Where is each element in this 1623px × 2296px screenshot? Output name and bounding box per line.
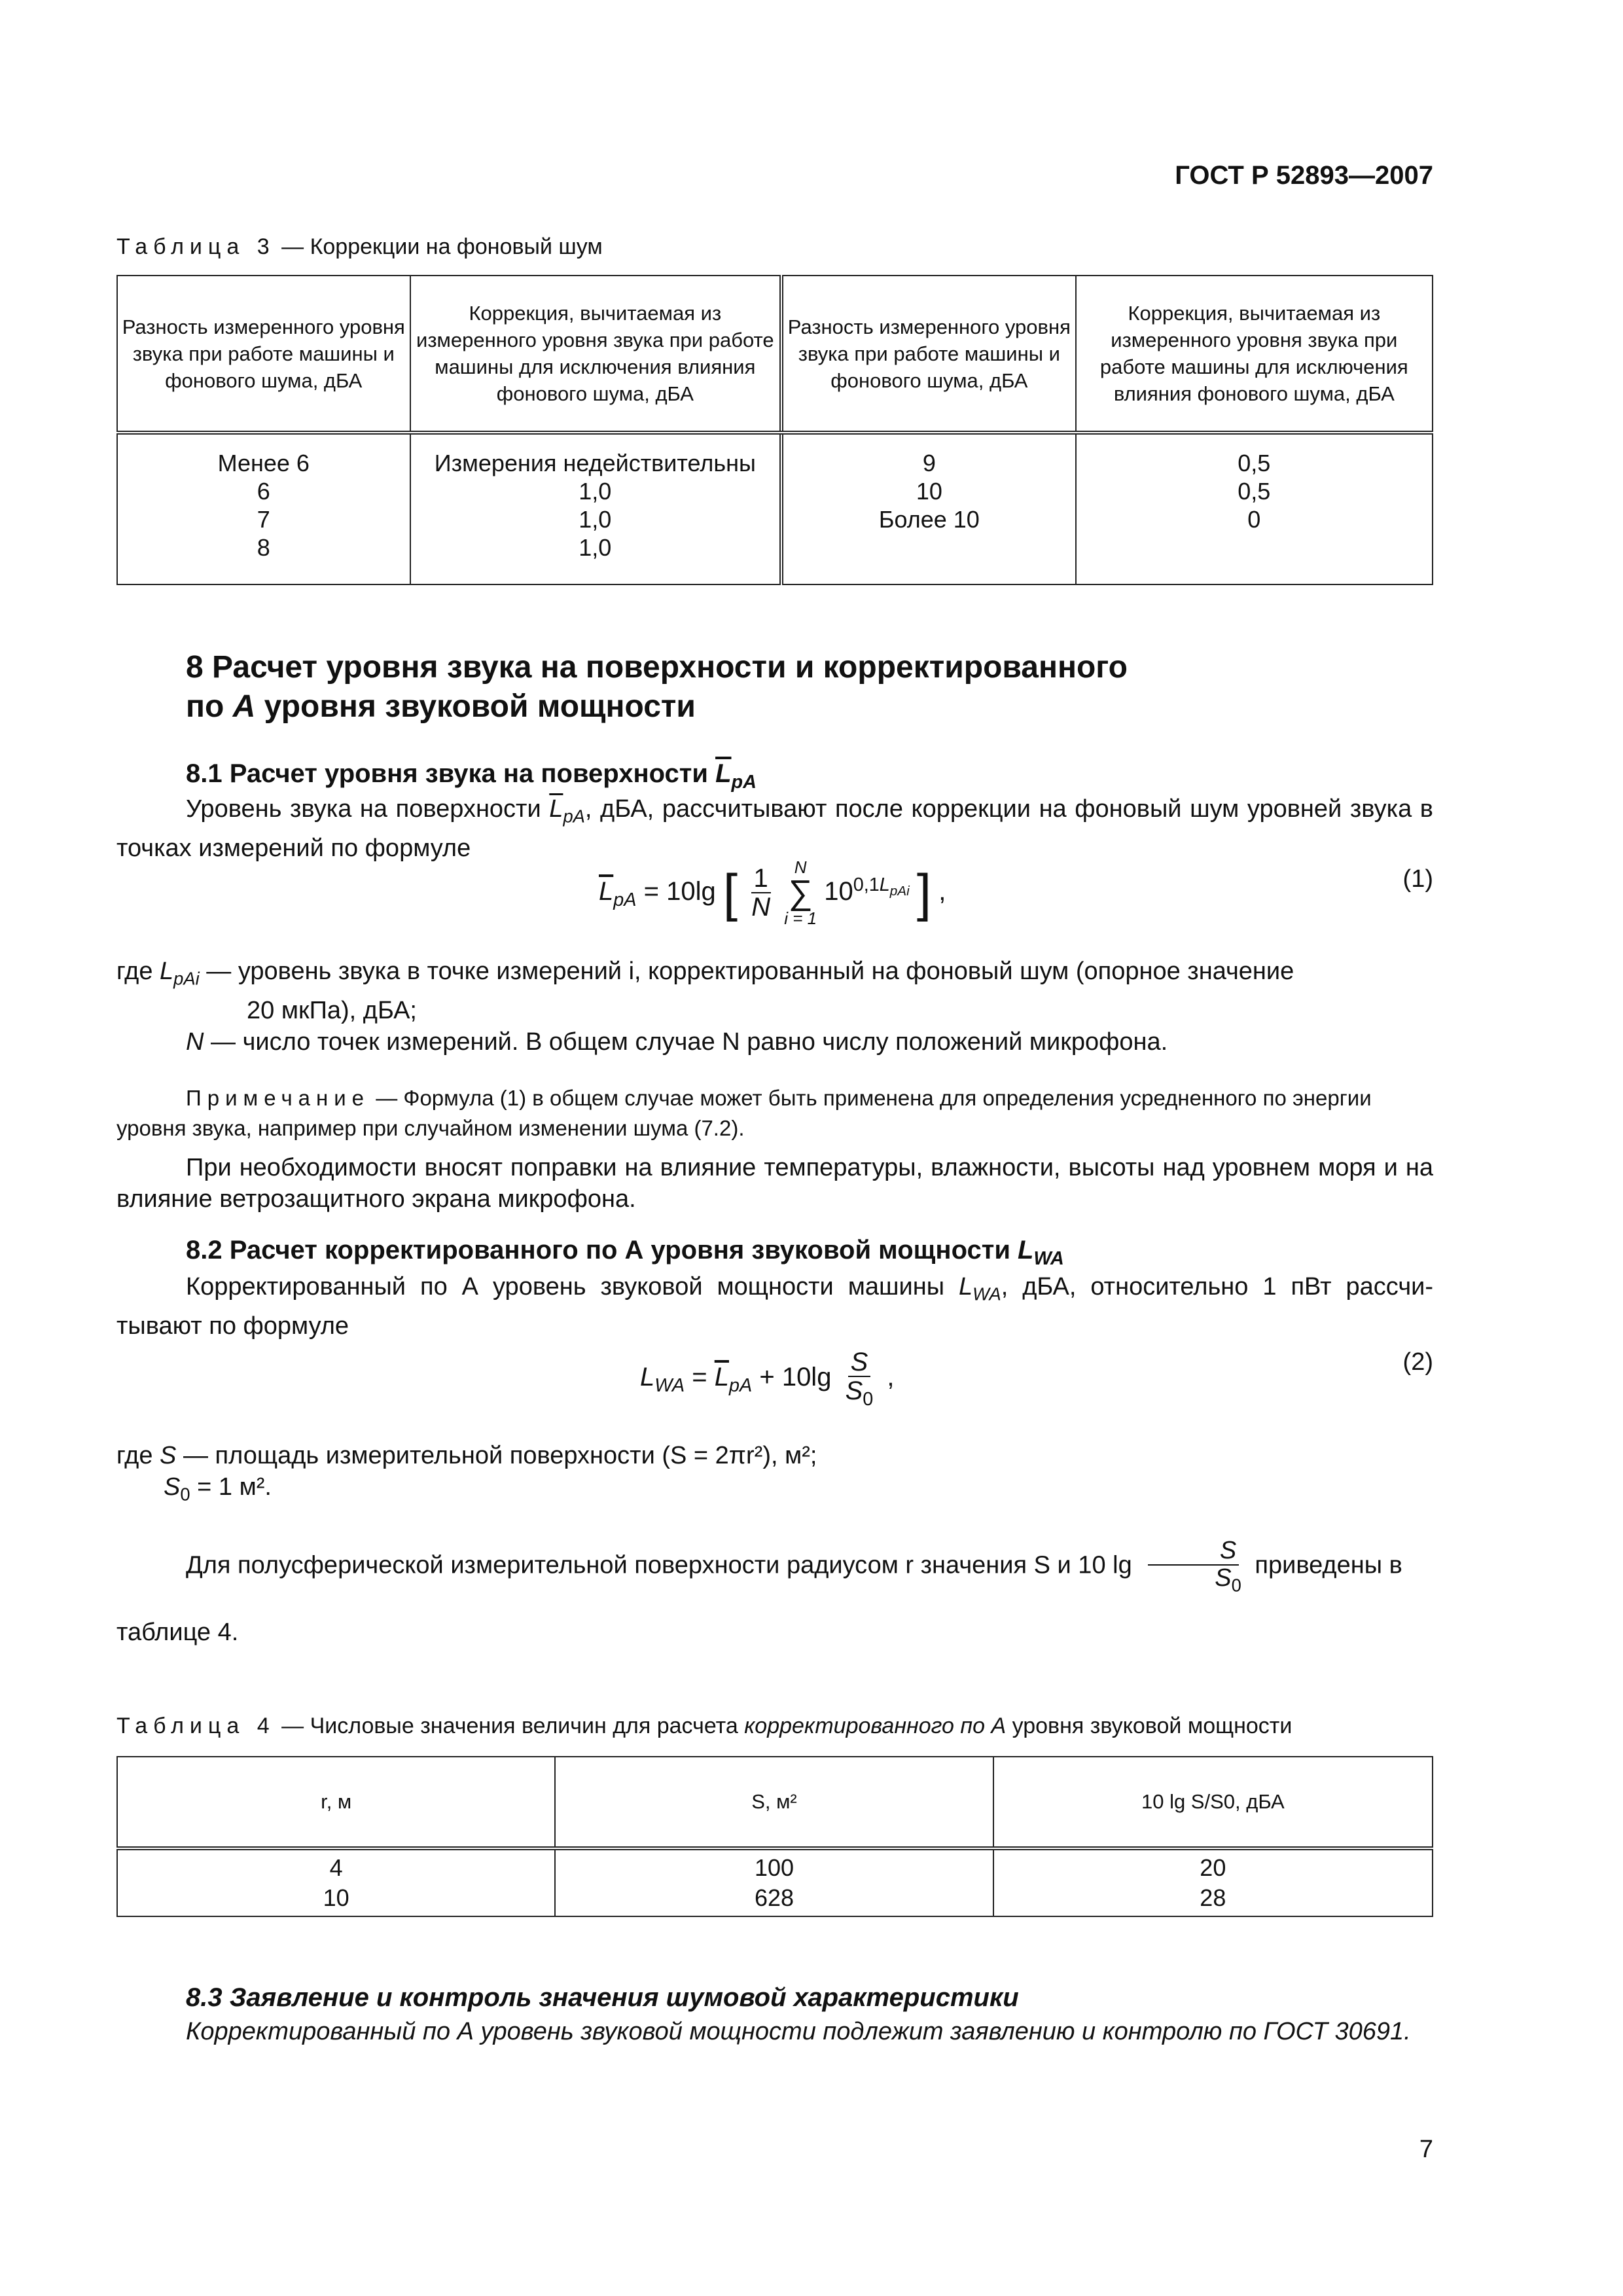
table4-value: 100 (754, 1854, 794, 1881)
section-8-title-line1: 8 Расчет уровня звука на поверхности и корректированного (186, 650, 1128, 685)
para-text: , дБА, относительно 1 пВт рассчи- (1001, 1273, 1433, 1300)
section-8-1-heading (186, 759, 757, 793)
table3 (116, 275, 1433, 585)
table4-cell-col2 (555, 1848, 993, 1916)
formula-2: $L_{WA} = \overline{L}_{pA} + 10\lg$ $\frac{S}{S_0}$ , (640, 1348, 895, 1410)
note (116, 1083, 1433, 1143)
table4 (116, 1756, 1433, 1917)
table4-value: 20 (1200, 1854, 1226, 1881)
table3-value: Более 10 (878, 506, 980, 533)
table4-header-cell: 10 lg S/S0, дБА (993, 1757, 1433, 1848)
where-line: где $L_{pAi}$ — уровень звука в точке измерений i, корректированный на фоновый шум (опорное значение (116, 958, 1294, 989)
table3-header-cell: Коррекция, вычитаемая из измеренного уровня звука при работе машины для исключения влияния фонового шума, дБА (1076, 276, 1433, 433)
table4-header-row (117, 1757, 1433, 1848)
section-8-2-para2-end: таблице 4. (116, 1619, 239, 1646)
where-line: N — число точек измерений. В общем случае N равно числу положений микрофона. (186, 1028, 1168, 1056)
table3-value: 9 (922, 450, 936, 476)
table4-caption-label: Таблица 4 (116, 1713, 276, 1738)
section-8-1-heading-text: 8.1 Расчет уровня звука на поверхности (186, 759, 708, 788)
table4-caption-text: — Числовые значения величин для расчета (281, 1713, 738, 1738)
table3-caption-text: — Коррекции на фоновый шум (281, 234, 603, 259)
table4-value: 628 (754, 1884, 794, 1911)
section-8-2-para1 (116, 1271, 1433, 1342)
title-part: по (186, 689, 233, 724)
table3-value: 0 (1247, 506, 1261, 533)
table3-value: Измерения недействительны (434, 450, 756, 476)
table4-cell-col1 (117, 1848, 555, 1916)
para-text: звука в точках измерений по формуле (116, 795, 1433, 862)
equation-number-2: (2) (1402, 1348, 1433, 1376)
where-block-2 (116, 1440, 1433, 1511)
para-text: приведены в (1255, 1551, 1402, 1579)
table4-header-cell: r, м (117, 1757, 555, 1848)
table3-cell-col3 (781, 433, 1076, 584)
section-8-heading (186, 648, 1128, 726)
section-8-title-line2 (186, 687, 1128, 726)
table3-value: Менее 6 (217, 450, 310, 476)
table3-header-cell: Разность измеренного уровня звука при работе машины и фонового шума, дБА (117, 276, 410, 433)
fraction-s-over-s0: $\frac{S}{S_0}$ (845, 1348, 874, 1410)
table3-header-row (117, 276, 1433, 433)
section-8-3-para: Корректированный по А уровень звуковой мощности подлежит заявлению и контролю по ГОСТ 30691. (186, 2018, 1411, 2045)
table3-caption (116, 234, 603, 260)
table3-caption-label: Таблица 3 (116, 234, 276, 259)
section-8-1-para1 (116, 793, 1433, 864)
table3-cell-col4 (1076, 433, 1433, 584)
para-text: Для полусферической измерительной поверхности радиусом r значения S и 10 lg (186, 1551, 1132, 1579)
table4-body-row (117, 1848, 1433, 1916)
where-text: = 1 м². (197, 1473, 272, 1501)
title-part: уровня звуковой мощности (255, 689, 696, 724)
table3-header-cell: Коррекция, вычитаемая из измеренного уровня звука при работе машины для исключения влияния фонового шума, дБА (410, 276, 782, 433)
where-line: где S — площадь измерительной поверхности (S = 2πr²), м²; (116, 1442, 817, 1469)
note-text: — Формула (1) в общем случае может быть применена для определения усредненного по энергии уровня звука, например при случайном изменении шума (7.2). (116, 1086, 1372, 1140)
table4-header-cell: S, м² (555, 1757, 993, 1848)
table3-value: 1,0 (579, 478, 612, 505)
table3-value: 0,5 (1238, 478, 1271, 505)
table3-value: 10 (916, 478, 942, 505)
section-8-3-heading: 8.3 Заявление и контроль значения шумовой характеристики (186, 1983, 1019, 2012)
table4-cell-col3 (993, 1848, 1433, 1916)
table4-value: 4 (329, 1854, 343, 1881)
table3-header-cell: Разность измеренного уровня звука при работе машины и фонового шума, дБА (781, 276, 1076, 433)
table3-value: 8 (257, 534, 270, 561)
table3-value: 7 (257, 506, 270, 533)
where-text: 20 мкПа), дБА; (247, 996, 417, 1024)
table4-caption-text: уровня звуковой мощности (1012, 1713, 1293, 1738)
table3-cell-col1 (117, 433, 410, 584)
table3-value: 1,0 (579, 534, 612, 561)
table3-value: 1,0 (579, 506, 612, 533)
table4-value: 28 (1200, 1884, 1226, 1911)
table3-body-row (117, 433, 1433, 584)
standard-designation: ГОСТ Р 52893—2007 (1175, 161, 1433, 190)
para-text: Корректированный по А уровень звуковой мощности машины (186, 1273, 945, 1300)
section-8-1-para2: При необходимости вносят поправки на влияние температуры, влажности, высоты над уровнем моря и на влияние ветрозащитного экрана микрофона. (116, 1154, 1433, 1213)
formula-1: $\overline{L}_{pA} = 10\lg$ [ $\frac{1}{N}$ N ∑ i = 1 $10^{0,1L_{pAi}}$ ] , (599, 857, 946, 928)
page-number: 7 (1419, 2136, 1433, 2163)
table3-value: 0,5 (1238, 450, 1271, 476)
symbol-lpa-bar: $\overline{L}_{pA}$ (549, 795, 585, 827)
para-text: , дБА, рассчитывают после коррекции на фоновый шум уровней (584, 795, 1342, 823)
section-8-2-heading (186, 1236, 1064, 1270)
title-part-italic: А (232, 689, 256, 724)
summation-sign: N ∑ i = 1 (784, 857, 817, 928)
para-text: тывают по формуле (116, 1312, 349, 1340)
table4-caption-italic: корректированного по А (744, 1713, 1007, 1738)
table3-cell-col2 (410, 433, 782, 584)
symbol-lpa-bar: $\overline{L}_{pA}$ (715, 759, 757, 793)
fraction-1-over-n: $\frac{1}{N}$ (751, 864, 771, 922)
symbol-lwa: $L_{WA}$ (1018, 1236, 1064, 1269)
para-text: Уровень звука на поверхности (186, 795, 541, 823)
section-8-2-heading-text: 8.2 Расчет корректированного по А уровня звуковой мощности (186, 1236, 1010, 1265)
where-text: — уровень звука в точке измерений i, корректированный на фоновый шум (опорное значение (206, 958, 1294, 985)
table4-caption (116, 1713, 1292, 1739)
where-line: $S_0 = 1$ м². (164, 1473, 272, 1505)
section-8-2-para2 (116, 1538, 1433, 1595)
where-block-1 (116, 956, 1433, 1058)
table3-value: 6 (257, 478, 270, 505)
note-label: Примечание (186, 1086, 370, 1110)
where-text: — площадь измерительной поверхности (S = 2πr²), м²; (183, 1442, 817, 1469)
symbol-lwa: $L_{WA}$ (959, 1273, 1001, 1304)
equation-number-1: (1) (1402, 865, 1433, 893)
where-text: — число точек измерений. В общем случае N равно числу положений микрофона. (211, 1028, 1168, 1056)
table4-value: 10 (323, 1884, 349, 1911)
fraction-s-over-s0: $\frac{S}{S_0}$ (1143, 1538, 1244, 1595)
